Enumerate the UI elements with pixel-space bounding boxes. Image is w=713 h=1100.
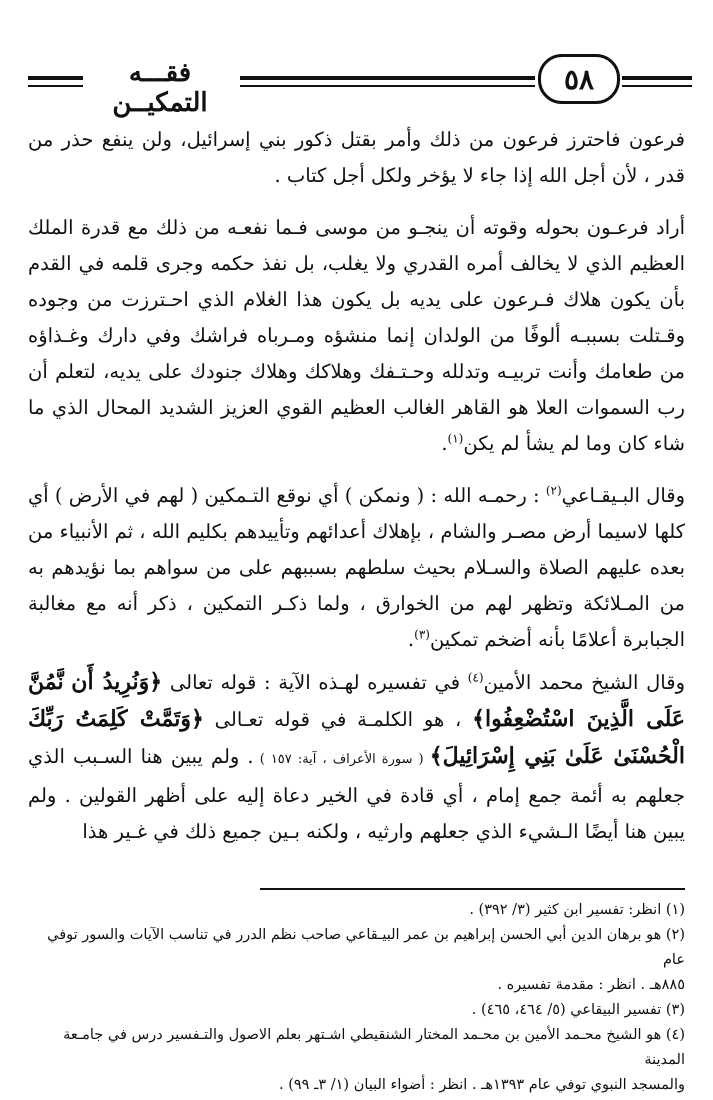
running-title: فقـــه التمكيــن	[112, 58, 208, 118]
footnote-4-line-1: (٤) هو الشيخ محـمد الأمين بن محـمد المختار الشنقيطي اشـتهر بعلم الاصول والتـفسير درس في جامـعة المدينة	[63, 1027, 685, 1068]
text-line: .	[441, 432, 448, 455]
text-line: الله ، ثم الأنبياء من بعده عليهم الصلاة والسـلام بحيث سلطهم بسببهم على من	[28, 520, 686, 579]
footnote-marker: (٢)	[545, 483, 562, 498]
text-line: الأرض ) أي كلها لاسيما أرض مصـر والشام ، بإهلاك أعدائهم وتأييدهم بكليم	[28, 484, 685, 543]
paragraph-4	[28, 664, 685, 850]
paragraph-2	[28, 210, 685, 462]
text-line: وغـذاؤه من طعامك وأنت تربيـه وتدلله وحـتـفك وهلاكك وهلاك جنودك على	[28, 324, 686, 383]
paragraph-1	[28, 122, 685, 194]
footnote-marker: (٣)	[414, 627, 430, 642]
text-line: في القدم بأن يكون هلاك فـرعون على يديه بل يكون هذا الغلام الذي احـترزت	[28, 252, 686, 311]
quran-verse: نَّمُنَّ عَلَى الَّذِينَ اسْتُضْعِفُوا﴾	[28, 669, 686, 732]
text-line: من وجوده وقـتلت بسببـه ألوفًا من الولدان إنما منشؤه ومـرباه فراشك وفي دارك	[28, 288, 685, 347]
text-line: يبين هنا أيضًا الـشيء الذي جعلهم وارثيه ، ولكنه بـين جميع ذلك في غـير هذا	[82, 820, 685, 843]
text-line: ، هو الكلمـة في قوله تعـالى	[203, 708, 462, 731]
text-line: .	[407, 628, 415, 651]
footnote-marker: (١)	[447, 431, 464, 446]
text-line: الملك العظيم الذي لا يخالف أمره القدري ولا يغلب، بل نفذ حكمه وجرى قلمه	[28, 216, 685, 275]
quran-verse: ﴿وَنُرِيدُ أَن	[71, 669, 163, 695]
text-line: في تفسيره لهـذه الآية : قوله تعالى	[162, 671, 468, 694]
header-rule-right-top	[622, 76, 692, 80]
footnote-separator	[260, 888, 685, 890]
text-line: قدر ، لأن أجل الله إذا جاء لا يؤخر ولكل أجل كتاب .	[274, 164, 685, 187]
footnote-2-line-2: ٨٨٥هـ . انظر : مقدمة تفسيره .	[497, 977, 685, 993]
footnote-3: (٣) تفسير البيقاعي (٥/ ٤٦٤، ٤٦٥) .	[471, 1002, 685, 1018]
quran-verse: الْحُسْنَىٰ عَلَىٰ بَنِي إِسْرَائِيلَ﴾	[429, 743, 685, 769]
main-text	[28, 122, 685, 850]
page-number-text: ٥٨	[563, 62, 595, 96]
footnotes	[28, 898, 685, 1098]
text-line: جعلهم به أئمة جمع إمام ، أي قادة في الخير دعاة إليه على أظهر القولين . ولم	[28, 784, 685, 807]
footnote-2-line-1: (٢) هو برهان الدين أبي الحسن إبراهيم بن عمر البيـقاعي صاحب نظم الدرر في تناسب الآيات والسور توفي عام	[47, 927, 685, 968]
header-rule-left-bottom	[28, 85, 83, 87]
header-rule-middle-bottom	[240, 85, 535, 87]
paragraph-3	[28, 478, 685, 658]
text-line: وقال الشيخ محمد الأمين	[483, 671, 685, 694]
text-line: . ولم يبين هنا السـبب الذي	[28, 745, 254, 768]
verse-reference: ( سورة الأعراف ، آية: ١٥٧ )	[253, 752, 430, 767]
footnote-marker: (٤)	[467, 670, 484, 685]
page-header	[0, 48, 713, 118]
page-number	[538, 54, 620, 104]
text-line: سواهم بما نؤيدهم به من المـلائكة وتظهر لهم من الخوارق ، ولما ذكـر التمكين ،	[28, 556, 685, 615]
header-rule-middle-top	[240, 76, 535, 80]
text-line: أراد فرعـون بحوله وقوته أن ينجـو من موسى فـما نفعـه من ذلك مع قدرة	[80, 216, 685, 239]
text-line: : رحمـه الله : ( ونمكن ) أي نوقع التـمكين ( لهم في	[124, 484, 546, 507]
quran-verse: ﴿وَتَمَّتْ كَلِمَتُ رَبِّكَ	[28, 706, 204, 732]
footnote-4-line-2: والمسجد النبوي توفي عام ١٣٩٣هـ . انظر : أضواء البيان (١/ ٣ـ ٩٩) .	[279, 1077, 685, 1093]
text-line: وقال البـيقـاعي	[561, 484, 686, 507]
text-line: ذكر أنه مع مغالبة الجبابرة أعلامًا بأنه أضخم تمكين	[28, 592, 685, 651]
header-rule-right-bottom	[622, 85, 692, 87]
header-rule-left-top	[28, 76, 83, 80]
text-line: المحال الذي ما شاء كان وما لم يشأ لم يكن	[28, 396, 685, 455]
footnote-1: (١) انظر: تفسير ابن كثير (٣/ ٣٩٢) .	[469, 902, 685, 918]
text-line: يديه، لتعلم أن رب السموات العلا هو القاهر الغالب العظيم القوي العزيز الشديد	[28, 360, 685, 419]
text-line: فرعون فاحترز فرعون من ذلك وأمر بقتل ذكور بني إسرائيل، ولن ينفع حذر من	[28, 128, 685, 151]
